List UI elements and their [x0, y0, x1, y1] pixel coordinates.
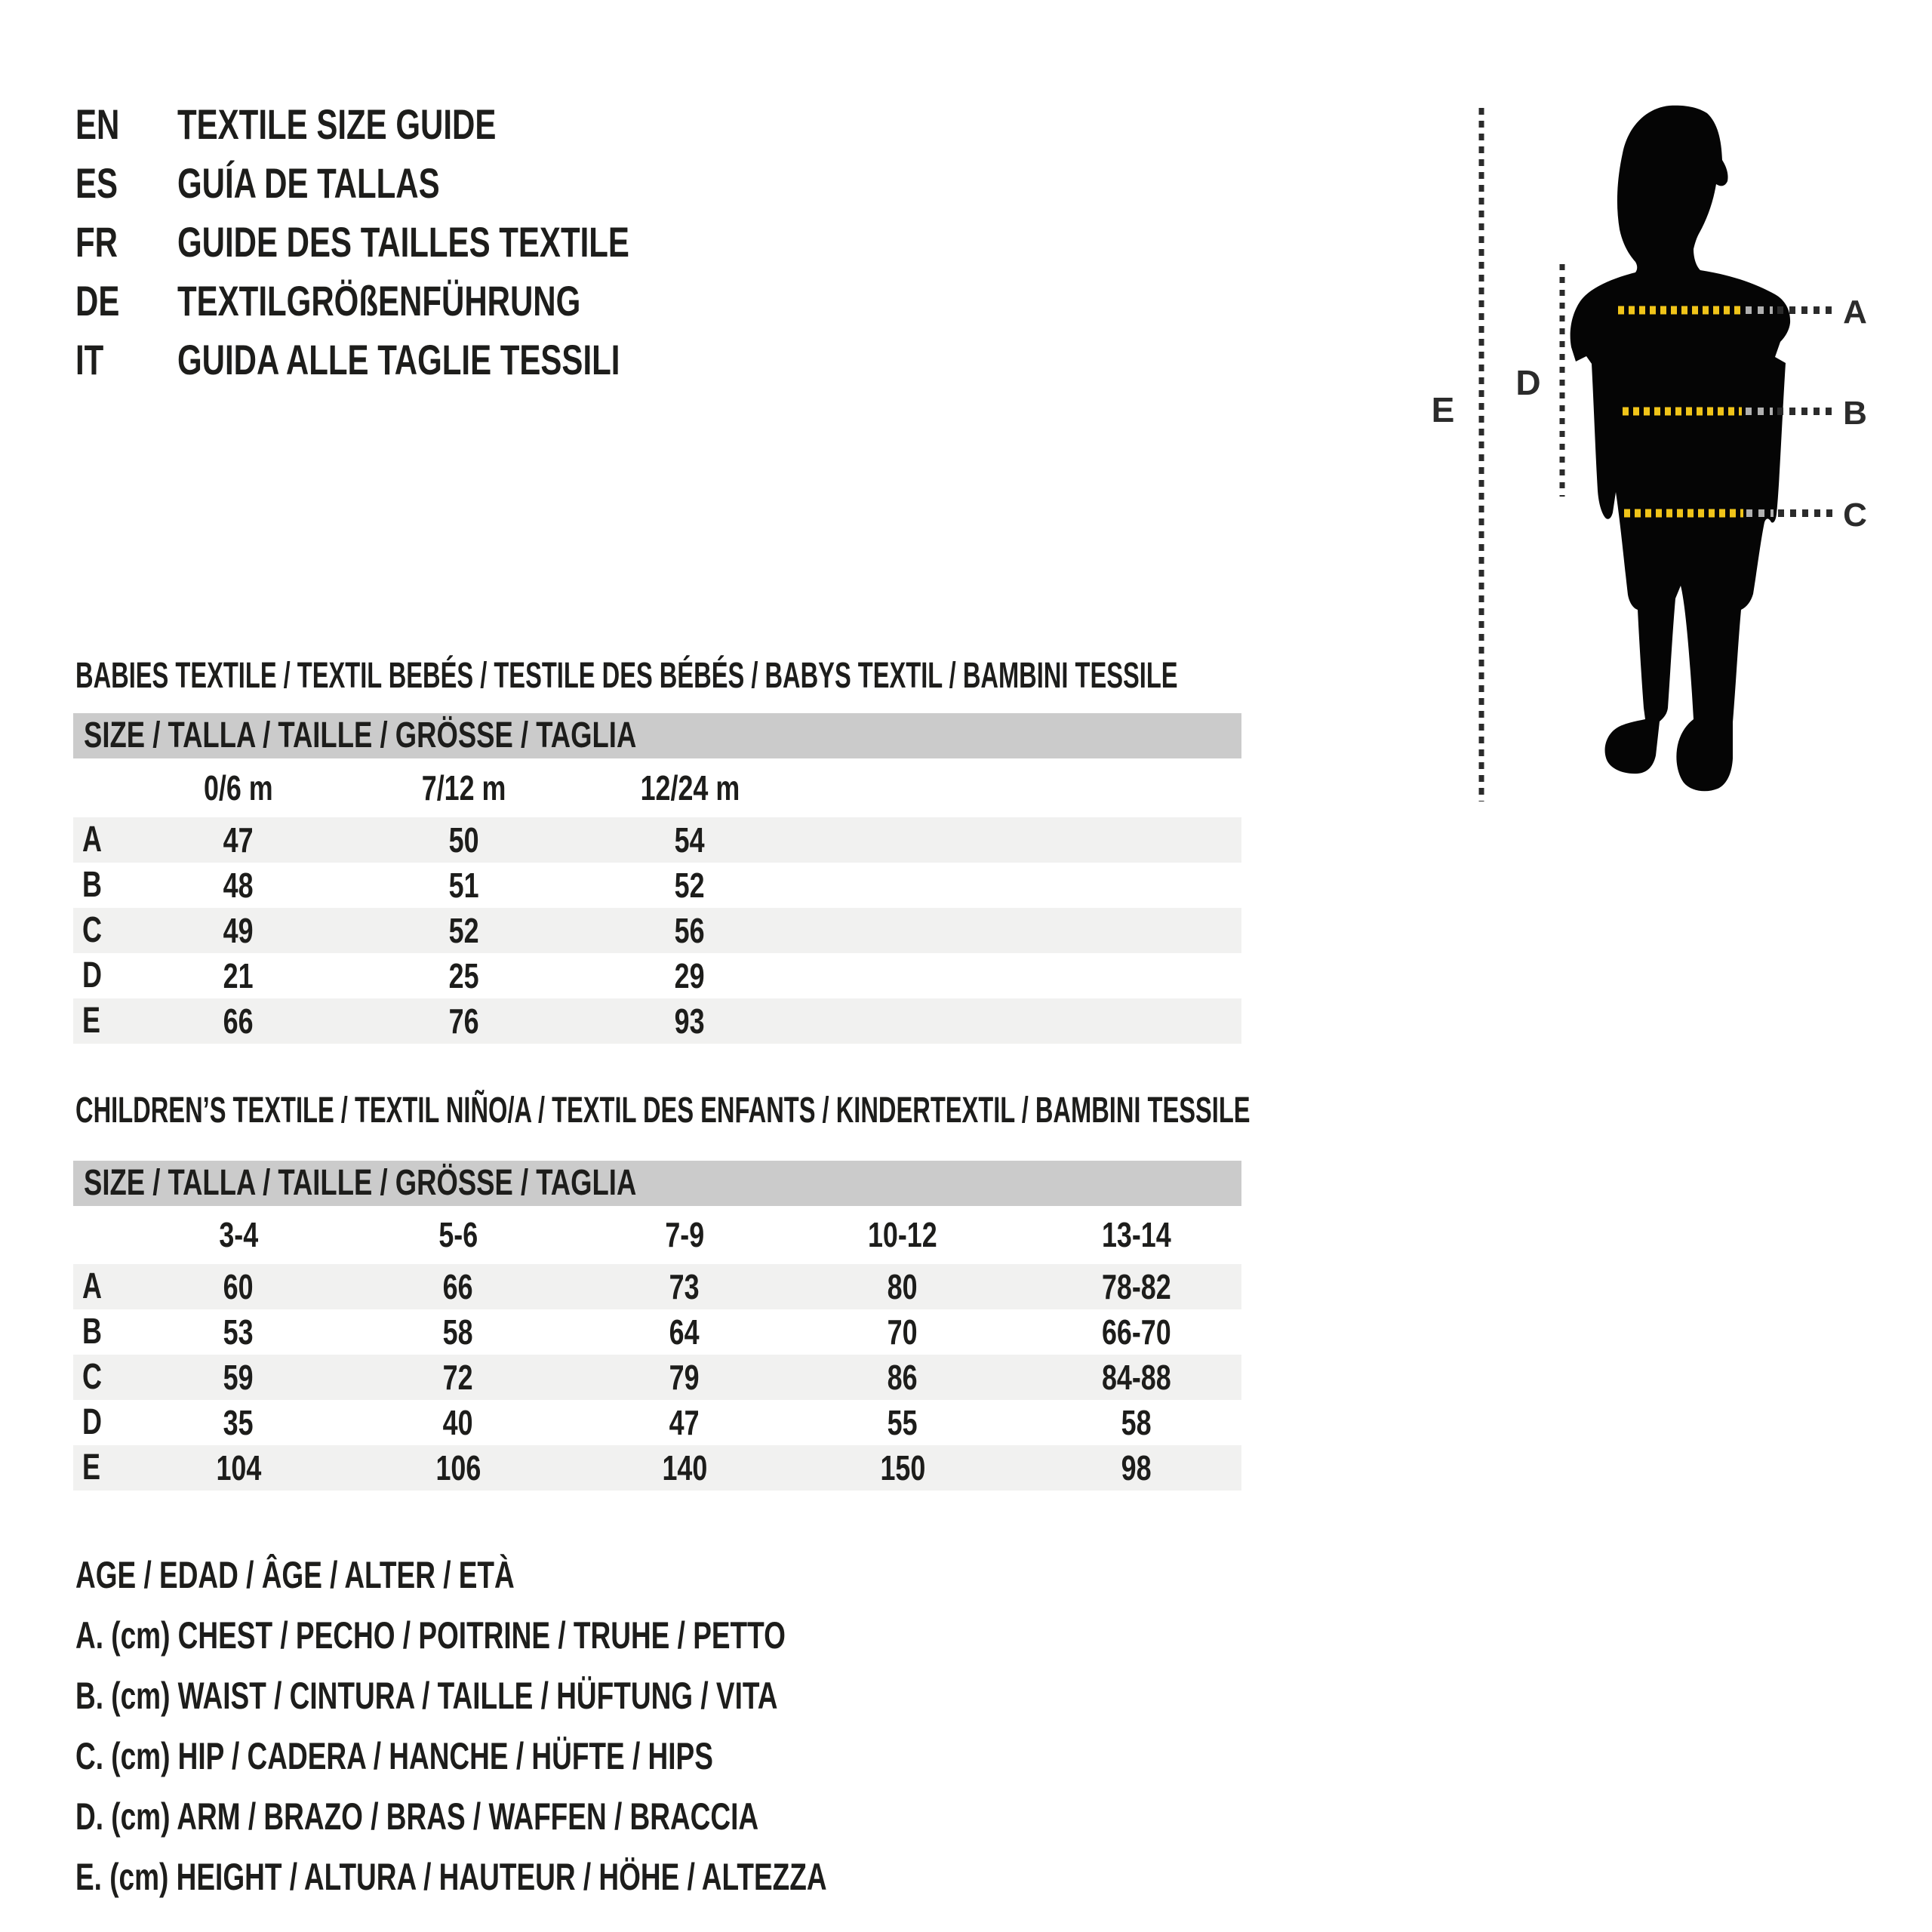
- table-cell: 59: [223, 1358, 254, 1397]
- measure-label-b: B: [1843, 395, 1867, 432]
- language-guide-title: GUÍA DE TALLAS: [177, 159, 440, 207]
- children-section-heading: CHILDREN’S TEXTILE / TEXTIL NIÑO/A / TEXTIL DES ENFANTS / KINDERTEXTIL / BAMBINI TESSILE: [75, 1091, 1251, 1131]
- measurement-figure: [1419, 60, 1917, 845]
- table-cell: 50: [449, 820, 479, 860]
- legend-line-height: E. (cm) HEIGHT / ALTURA / HAUTEUR / HÖHE / ALTEZZA: [75, 1856, 827, 1898]
- table-cell: 66: [443, 1267, 473, 1306]
- measure-label-e: E: [1431, 390, 1455, 429]
- babies-column-header-row: [73, 758, 1241, 817]
- table-cell: 47: [223, 820, 254, 860]
- table-cell: 58: [443, 1312, 473, 1352]
- legend-line-hip: C. (cm) HIP / CADERA / HANCHE / HÜFTE / HIPS: [75, 1735, 713, 1777]
- measure-label-a: A: [1843, 294, 1867, 331]
- language-code: FR: [75, 218, 118, 266]
- row-label: C: [82, 910, 103, 950]
- children-size-table: [73, 1161, 1241, 1491]
- table-cell: 56: [675, 911, 705, 950]
- table-cell: 66: [223, 1001, 254, 1041]
- table-cell: 80: [888, 1267, 918, 1306]
- table-row: [73, 1355, 1241, 1400]
- table-cell: 106: [435, 1448, 481, 1487]
- table-cell: 60: [223, 1267, 254, 1306]
- table-row: [73, 1400, 1241, 1445]
- language-guide-title: GUIDA ALLE TAGLIE TESSILI: [177, 336, 620, 383]
- table-row: [73, 817, 1241, 863]
- language-code: ES: [75, 159, 118, 207]
- table-cell: 72: [443, 1358, 473, 1397]
- legend-line-chest: A. (cm) CHEST / PECHO / POITRINE / TRUHE / PETTO: [75, 1614, 786, 1657]
- row-label: B: [82, 865, 103, 905]
- table-row: [73, 1309, 1241, 1355]
- column-header: 12/24 m: [640, 768, 740, 808]
- legend-line-waist: B. (cm) WAIST / CINTURA / TAILLE / HÜFTUNG / VITA: [75, 1675, 778, 1717]
- table-cell: 35: [223, 1403, 254, 1442]
- table-cell: 104: [216, 1448, 261, 1487]
- language-code: IT: [75, 336, 104, 383]
- table-cell: 51: [449, 866, 479, 905]
- table-cell: 54: [675, 820, 705, 860]
- table-cell: 55: [888, 1403, 918, 1442]
- column-header: 13-14: [1102, 1215, 1171, 1254]
- language-code: EN: [75, 100, 120, 148]
- table-row: [73, 1264, 1241, 1309]
- table-cell: 79: [669, 1358, 700, 1397]
- table-cell: 58: [1121, 1403, 1152, 1442]
- table-cell: 140: [662, 1448, 707, 1487]
- table-row: [73, 863, 1241, 908]
- table-cell: 52: [449, 911, 479, 950]
- language-guide-title: GUIDE DES TAILLES TEXTILE: [177, 218, 629, 266]
- row-label: A: [82, 820, 103, 860]
- table-cell: 21: [223, 956, 254, 995]
- babies-section-heading: BABIES TEXTILE / TEXTIL BEBÉS / TESTILE DES BÉBÉS / BABYS TEXTIL / BAMBINI TESSILE: [75, 656, 1178, 696]
- table-cell: 73: [669, 1267, 700, 1306]
- table-cell: 48: [223, 866, 254, 905]
- column-header: 10-12: [868, 1215, 937, 1254]
- table-row: [73, 998, 1241, 1044]
- column-header: 7/12 m: [422, 768, 506, 808]
- table-cell: 53: [223, 1312, 254, 1352]
- table-cell: 64: [669, 1312, 700, 1352]
- row-label: D: [82, 955, 103, 995]
- legend-line-arm: D. (cm) ARM / BRAZO / BRAS / WAFFEN / BRACCIA: [75, 1795, 759, 1838]
- babies-size-header-bar: SIZE / TALLA / TAILLE / GRÖSSE / TAGLIA: [73, 713, 1241, 758]
- table-cell: 66-70: [1102, 1312, 1171, 1352]
- language-guide-title: TEXTILE SIZE GUIDE: [177, 100, 497, 148]
- row-label: E: [82, 1001, 101, 1041]
- table-cell: 93: [675, 1001, 705, 1041]
- column-header: 5-6: [438, 1215, 478, 1254]
- measure-label-d: D: [1515, 363, 1541, 402]
- table-row: [73, 953, 1241, 998]
- table-cell: 86: [888, 1358, 918, 1397]
- row-label: E: [82, 1447, 101, 1487]
- table-cell: 150: [880, 1448, 925, 1487]
- row-label: D: [82, 1402, 103, 1442]
- row-label: C: [82, 1357, 103, 1397]
- table-row: [73, 908, 1241, 953]
- table-cell: 25: [449, 956, 479, 995]
- language-code: DE: [75, 277, 120, 325]
- column-header: 0/6 m: [204, 768, 273, 808]
- column-header: 3-4: [219, 1215, 258, 1254]
- table-cell: 78-82: [1102, 1267, 1171, 1306]
- table-cell: 40: [443, 1403, 473, 1442]
- legend-line-age: AGE / EDAD / ÂGE / ALTER / ETÀ: [75, 1554, 515, 1596]
- measure-label-c: C: [1843, 497, 1867, 534]
- row-label: B: [82, 1312, 103, 1352]
- table-cell: 47: [669, 1403, 700, 1442]
- babies-size-table: [73, 713, 1241, 1044]
- language-guide-title: TEXTILGRÖßENFÜHRUNG: [177, 277, 581, 325]
- table-cell: 84-88: [1102, 1358, 1171, 1397]
- table-cell: 76: [449, 1001, 479, 1041]
- children-size-header-bar: SIZE / TALLA / TAILLE / GRÖSSE / TAGLIA: [73, 1161, 1241, 1206]
- column-header: 7-9: [665, 1215, 704, 1254]
- children-column-header-row: [73, 1206, 1241, 1264]
- table-cell: 98: [1121, 1448, 1152, 1487]
- table-cell: 52: [675, 866, 705, 905]
- table-cell: 29: [675, 956, 705, 995]
- table-cell: 49: [223, 911, 254, 950]
- table-cell: 70: [888, 1312, 918, 1352]
- row-label: A: [82, 1266, 103, 1306]
- table-row: [73, 1445, 1241, 1491]
